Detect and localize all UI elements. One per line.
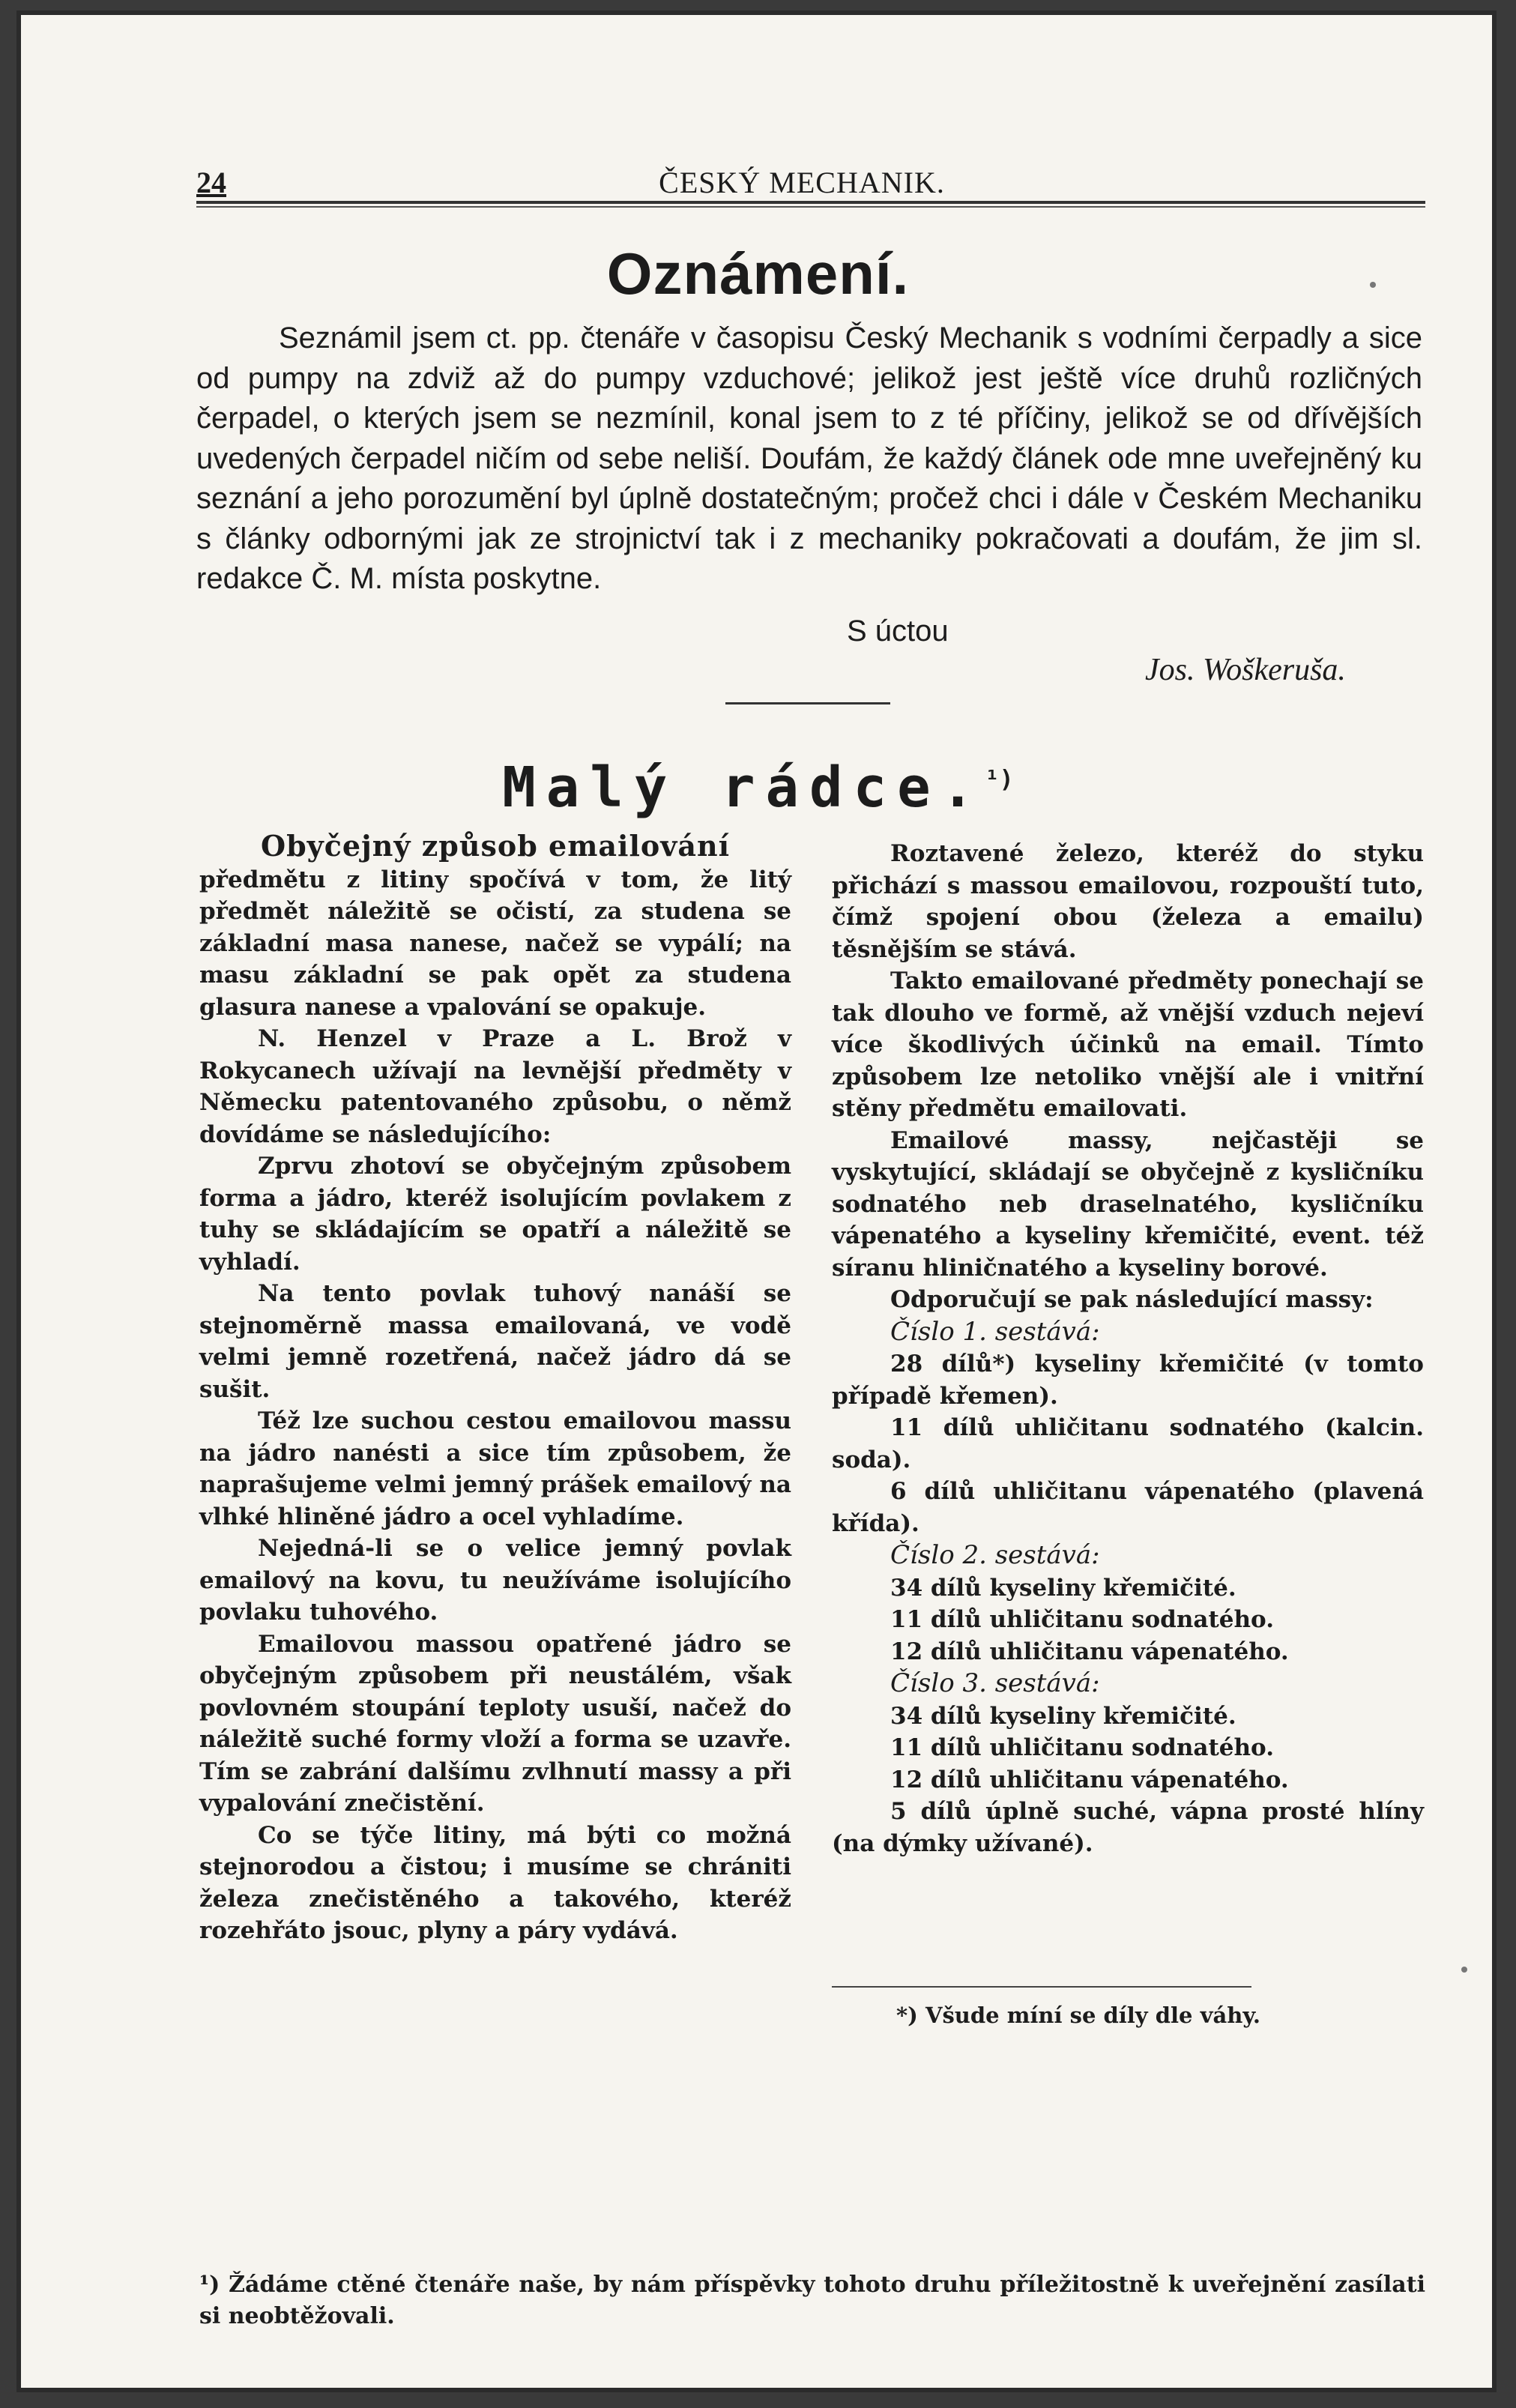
closing-greeting: S úctou	[847, 615, 949, 648]
paragraph: Zprvu zhotoví se obyčejným způsobem forma a jádro, kteréž isolujícím povlakem z tuhy se skládajícím se opatří a náležitě se vyhladí.	[199, 1153, 791, 1276]
recipe-label: Číslo 3. sestává:	[890, 1668, 1100, 1698]
paragraph: Emailovou massou opatřené jádro se obyčejným způsobem při neustálém, však povlovném stoupání teploty usuší, načež do náležitě suché formy vloží a forma se uzavře. Tím se zabrání dalšímu zvlhnutí massy a při vypalování znečistění.	[199, 1630, 791, 1817]
article-title-footnote-mark: ¹)	[985, 764, 1014, 794]
header-rule	[196, 201, 1425, 208]
signature: Jos. Woškeruša.	[1145, 653, 1346, 687]
section-separator	[725, 702, 890, 704]
recipe-line: 12 dílů uhličitanu vápenatého.	[890, 1766, 1289, 1793]
paragraph: Co se týče litiny, má býti co možná stejnorodou a čistou; i musíme se chrániti železa znečistěného a takového, kteréž rozehřáto jsouc, plyny a páry vydává.	[199, 1821, 791, 1944]
announcement-body: Seznámil jsem ct. pp. čtenáře v časopisu Český Mechanik s vodními čerpadly a sice od pumpy na zdviž až do pumpy vzduchové; jelikož jest ještě více druhů rozličných čerpadel, o kterých jsem se nezmínil, konal jsem to z té příčiny, jelikož se od dřívějších uvedených čerpadel ničím od sebe neliší. Doufám, že každý článek ode mne uveřejněný ku seznání a jeho porozumění byl úplně dostatečným; pročež chci i dále v Českém Mechaniku s články odbornými jak ze strojnictví tak i z mechaniky pokračovati a doufám, že jim sl. redakce Č. M. místa poskytne.	[196, 322, 1422, 595]
announcement-title: Oznámení.	[606, 241, 910, 307]
running-header	[180, 157, 1424, 202]
recipe-line: 11 dílů uhličitanu sodnatého (kalcin. soda).	[832, 1414, 1424, 1473]
paragraph: Takto emailované předměty ponechají se tak dlouho ve formě, až vnější vzduch nejeví více škodlivých účinků na email. Tímto způsobem lze netoliko vnější ale i vnitřní stěny předmětu emailovati.	[832, 968, 1424, 1122]
paragraph: Nejedná-li se o velice jemný povlak emailový na kovu, tu neužíváme isolujícího povlaku tuhového.	[199, 1535, 791, 1626]
paragraph: Roztavené železo, kteréž do styku přichází s massou emailovou, rozpouští tuto, čímž spojení obou (železa a emailu) těsnějším se stává.	[832, 840, 1424, 963]
paragraph: Též lze suchou cestou emailovou massu na jádro nanésti a sice tím způsobem, že naprašujeme velmi jemný prášek emailový na vlhké hliněné jádro a ocel vyhladíme.	[199, 1407, 791, 1530]
article-title	[0, 755, 1516, 820]
left-column	[199, 830, 791, 1947]
recipe-line: 12 dílů uhličitanu vápenatého.	[890, 1638, 1289, 1665]
paragraph: N. Henzel v Praze a L. Brož v Rokycanech užívají na levnější předměty v Německu patentovaného způsobu, o němž dovídáme se následujícího:	[199, 1025, 791, 1148]
recipe-line: 6 dílů uhličitanu vápenatého (plavená křída).	[832, 1478, 1424, 1537]
recipe-line: 34 dílů kyseliny křemičité.	[890, 1702, 1236, 1730]
recipe-label: Číslo 1. sestává:	[890, 1316, 1100, 1347]
paragraph: předmětu z litiny spočívá v tom, že litý předmět náležitě se očistí, za studena se základní masa nanese, načež se vypálí; na masu základní se pak opět za studena glasura nanese a vpalování se opakuje.	[199, 866, 791, 1021]
column-footnote-rule	[832, 1986, 1251, 1988]
right-column	[832, 838, 1424, 1859]
recipe-line: 28 dílů*) kyseliny křemičité (v tomto případě křemen).	[832, 1351, 1424, 1410]
page-number: 24	[196, 166, 226, 199]
article-title-text: Malý rádce.	[502, 755, 985, 820]
paragraph: Odporučují se pak následující massy:	[890, 1286, 1374, 1313]
print-speck	[1461, 1967, 1467, 1973]
column-footnote: *) Všude míní se díly dle váhy.	[896, 2003, 1260, 2028]
recipe-line: 11 dílů uhličitanu sodnatého.	[890, 1734, 1274, 1761]
running-title: ČESKÝ MECHANIK.	[659, 166, 945, 199]
page-footnote: ¹) Žádáme ctěné čtenáře naše, by nám příspěvky tohoto druhu příležitostně k uveřejnění zasílati si neobtěžovali.	[199, 2272, 1425, 2329]
paragraph: Emailové massy, nejčastěji se vyskytující, skládají se obyčejně z kysličníku sodnatého neb draselnatého, kysličníku vápenatého a kyseliny křemičité, event. též síranu hliničnatého a kyseliny borové.	[832, 1126, 1424, 1282]
paragraph: Na tento povlak tuhový nanáší se stejnoměrně massa emailovaná, ve vodě velmi jemně rozetřená, načež jádro dá se sušit.	[199, 1280, 791, 1403]
recipe-line: 11 dílů uhličitanu sodnatého.	[890, 1606, 1274, 1633]
left-column-lead: Obyčejný způsob emailování	[260, 829, 731, 863]
recipe-label: Číslo 2. sestává:	[890, 1540, 1100, 1570]
recipe-line: 34 dílů kyseliny křemičité.	[890, 1574, 1236, 1602]
recipe-line: 5 dílů úplně suché, vápna prosté hlíny (na dýmky užívané).	[832, 1798, 1424, 1857]
